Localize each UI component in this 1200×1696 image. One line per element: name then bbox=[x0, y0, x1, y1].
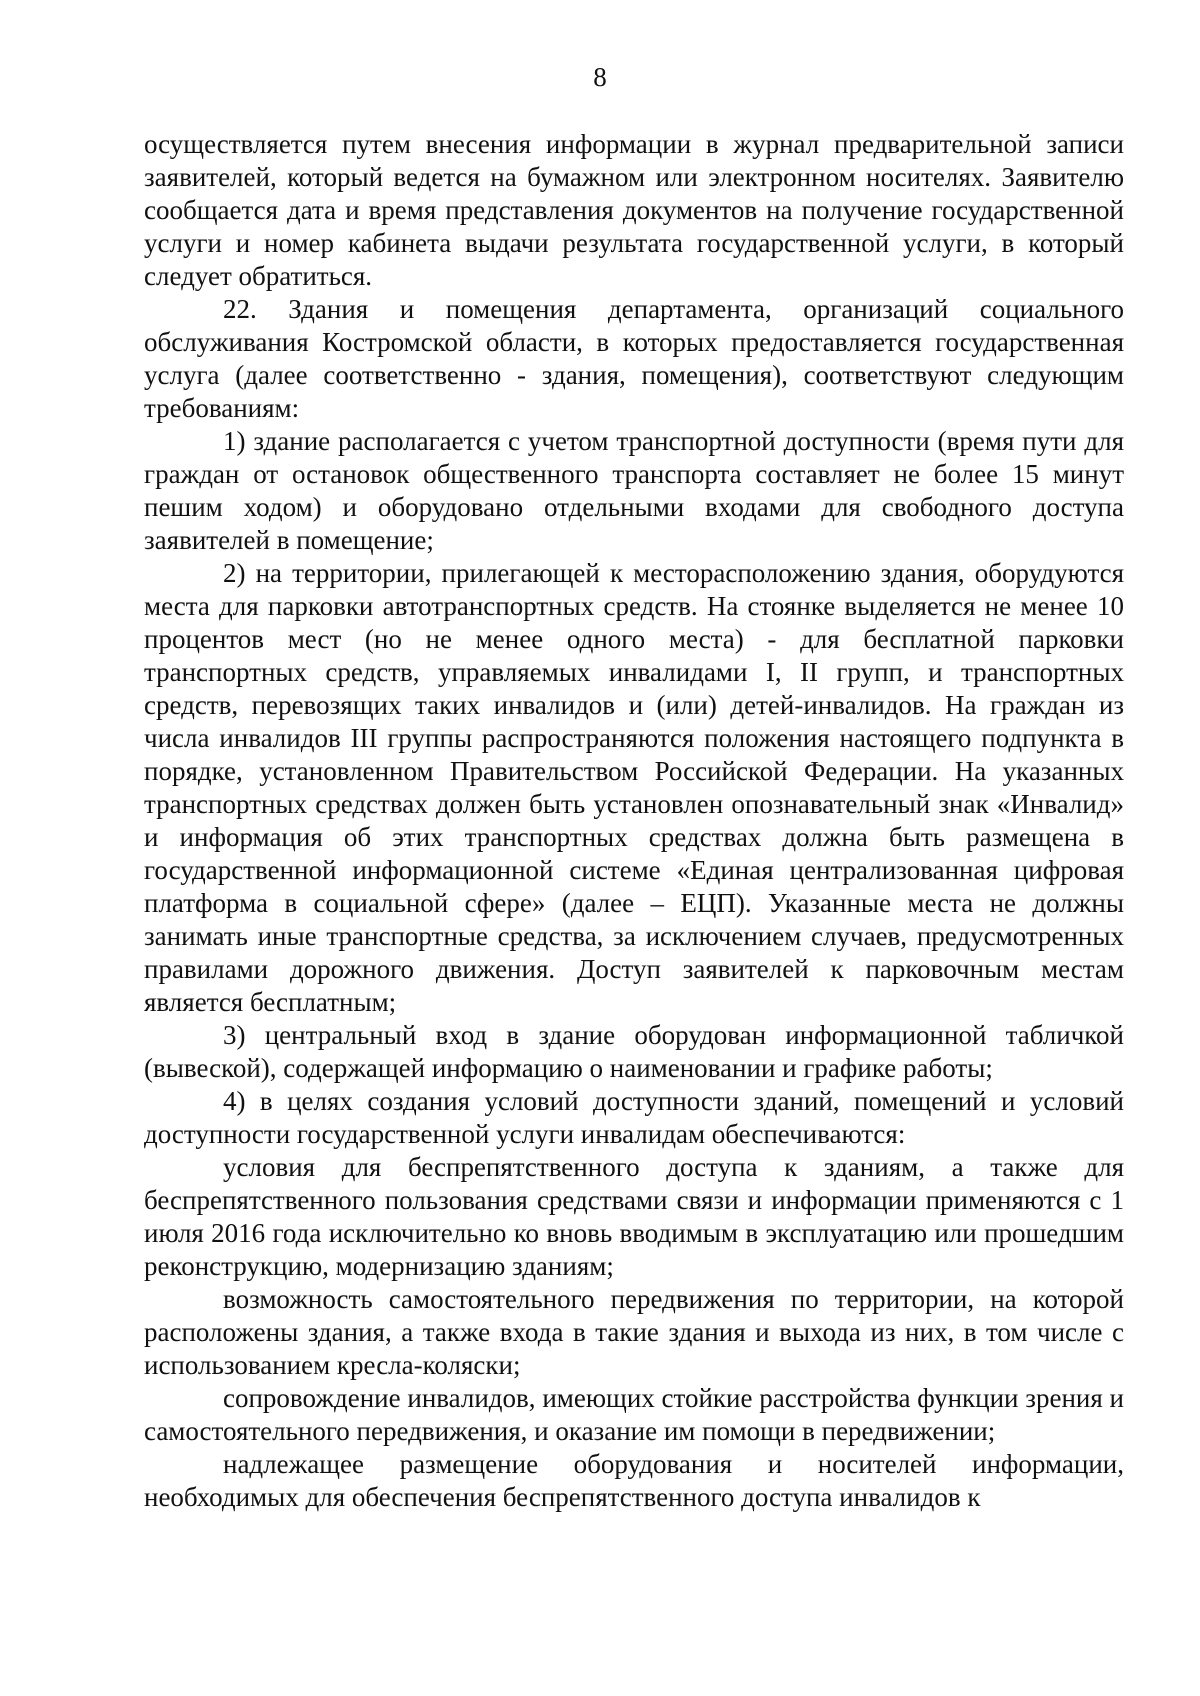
document-body bbox=[144, 128, 1124, 1514]
paragraph-subitem-2: 2) на территории, прилегающей к месторасположению здания, оборудуются места для парковки автотранспортных средств. На стоянке выделяется не менее 10 процентов мест (но не менее одного места) - для бесплатной парковки транспортных средств, управляемых инвалидами I, II групп, и транспортных средств, перевозящих таких инвалидов и (или) детей-инвалидов. На граждан из числа инвалидов III группы распространяются положения настоящего подпункта в порядке, установленном Правительством Российской Федерации. На указанных транспортных средствах должен быть установлен опознавательный знак «Инвалид» и информация об этих транспортных средствах должна быть размещена в государственной информационной системе «Единая централизованная цифровая платформа в социальной сфере» (далее – ЕЦП). Указанные места не должны занимать иные транспортные средства, за исключением случаев, предусмотренных правилами дорожного движения. Доступ заявителей к парковочным местам является бесплатным; bbox=[144, 558, 1124, 1017]
paragraph-escort: сопровождение инвалидов, имеющих стойкие расстройства функции зрения и самостоятельного передвижения, и оказание им помощи в передвижении; bbox=[144, 1383, 1124, 1446]
page-number: 8 bbox=[593, 62, 607, 92]
paragraph-continuation: осуществляется путем внесения информации в журнал предварительной записи заявителей, который ведется на бумажном или электронном носителях. Заявителю сообщается дата и время представления документов на получение государственной услуги и номер кабинета выдачи результата государственной услуги, в который следует обратиться. bbox=[144, 129, 1124, 291]
paragraph-subitem-1: 1) здание располагается с учетом транспортной доступности (время пути для граждан от остановок общественного транспорта составляет не более 15 минут пешим ходом) и оборудовано отдельными входами для свободного доступа заявителей в помещение; bbox=[144, 426, 1124, 555]
paragraph-independent-movement: возможность самостоятельного передвижения по территории, на которой расположены здания, а также входа в такие здания и выхода из них, в том числе с использованием кресла-коляски; bbox=[144, 1284, 1124, 1380]
paragraph-accessibility-conditions: условия для беспрепятственного доступа к зданиям, а также для беспрепятственного пользования средствами связи и информации применяются с 1 июля 2016 года исключительно ко вновь вводимым в эксплуатацию или прошедшим реконструкцию, модернизацию зданиям; bbox=[144, 1152, 1124, 1281]
paragraph-equipment-placement: надлежащее размещение оборудования и носителей информации, необходимых для обеспечения беспрепятственного доступа инвалидов к bbox=[144, 1449, 1124, 1512]
paragraph-item-22: 22. Здания и помещения департамента, организаций социального обслуживания Костромской области, в которых предоставляется государственная услуга (далее соответственно - здания, помещения), соответствуют следующим требованиям: bbox=[144, 294, 1124, 423]
paragraph-subitem-3: 3) центральный вход в здание оборудован информационной табличкой (вывеской), содержащей информацию о наименовании и графике работы; bbox=[144, 1020, 1124, 1083]
paragraph-subitem-4: 4) в целях создания условий доступности зданий, помещений и условий доступности государственной услуги инвалидам обеспечиваются: bbox=[144, 1086, 1124, 1149]
